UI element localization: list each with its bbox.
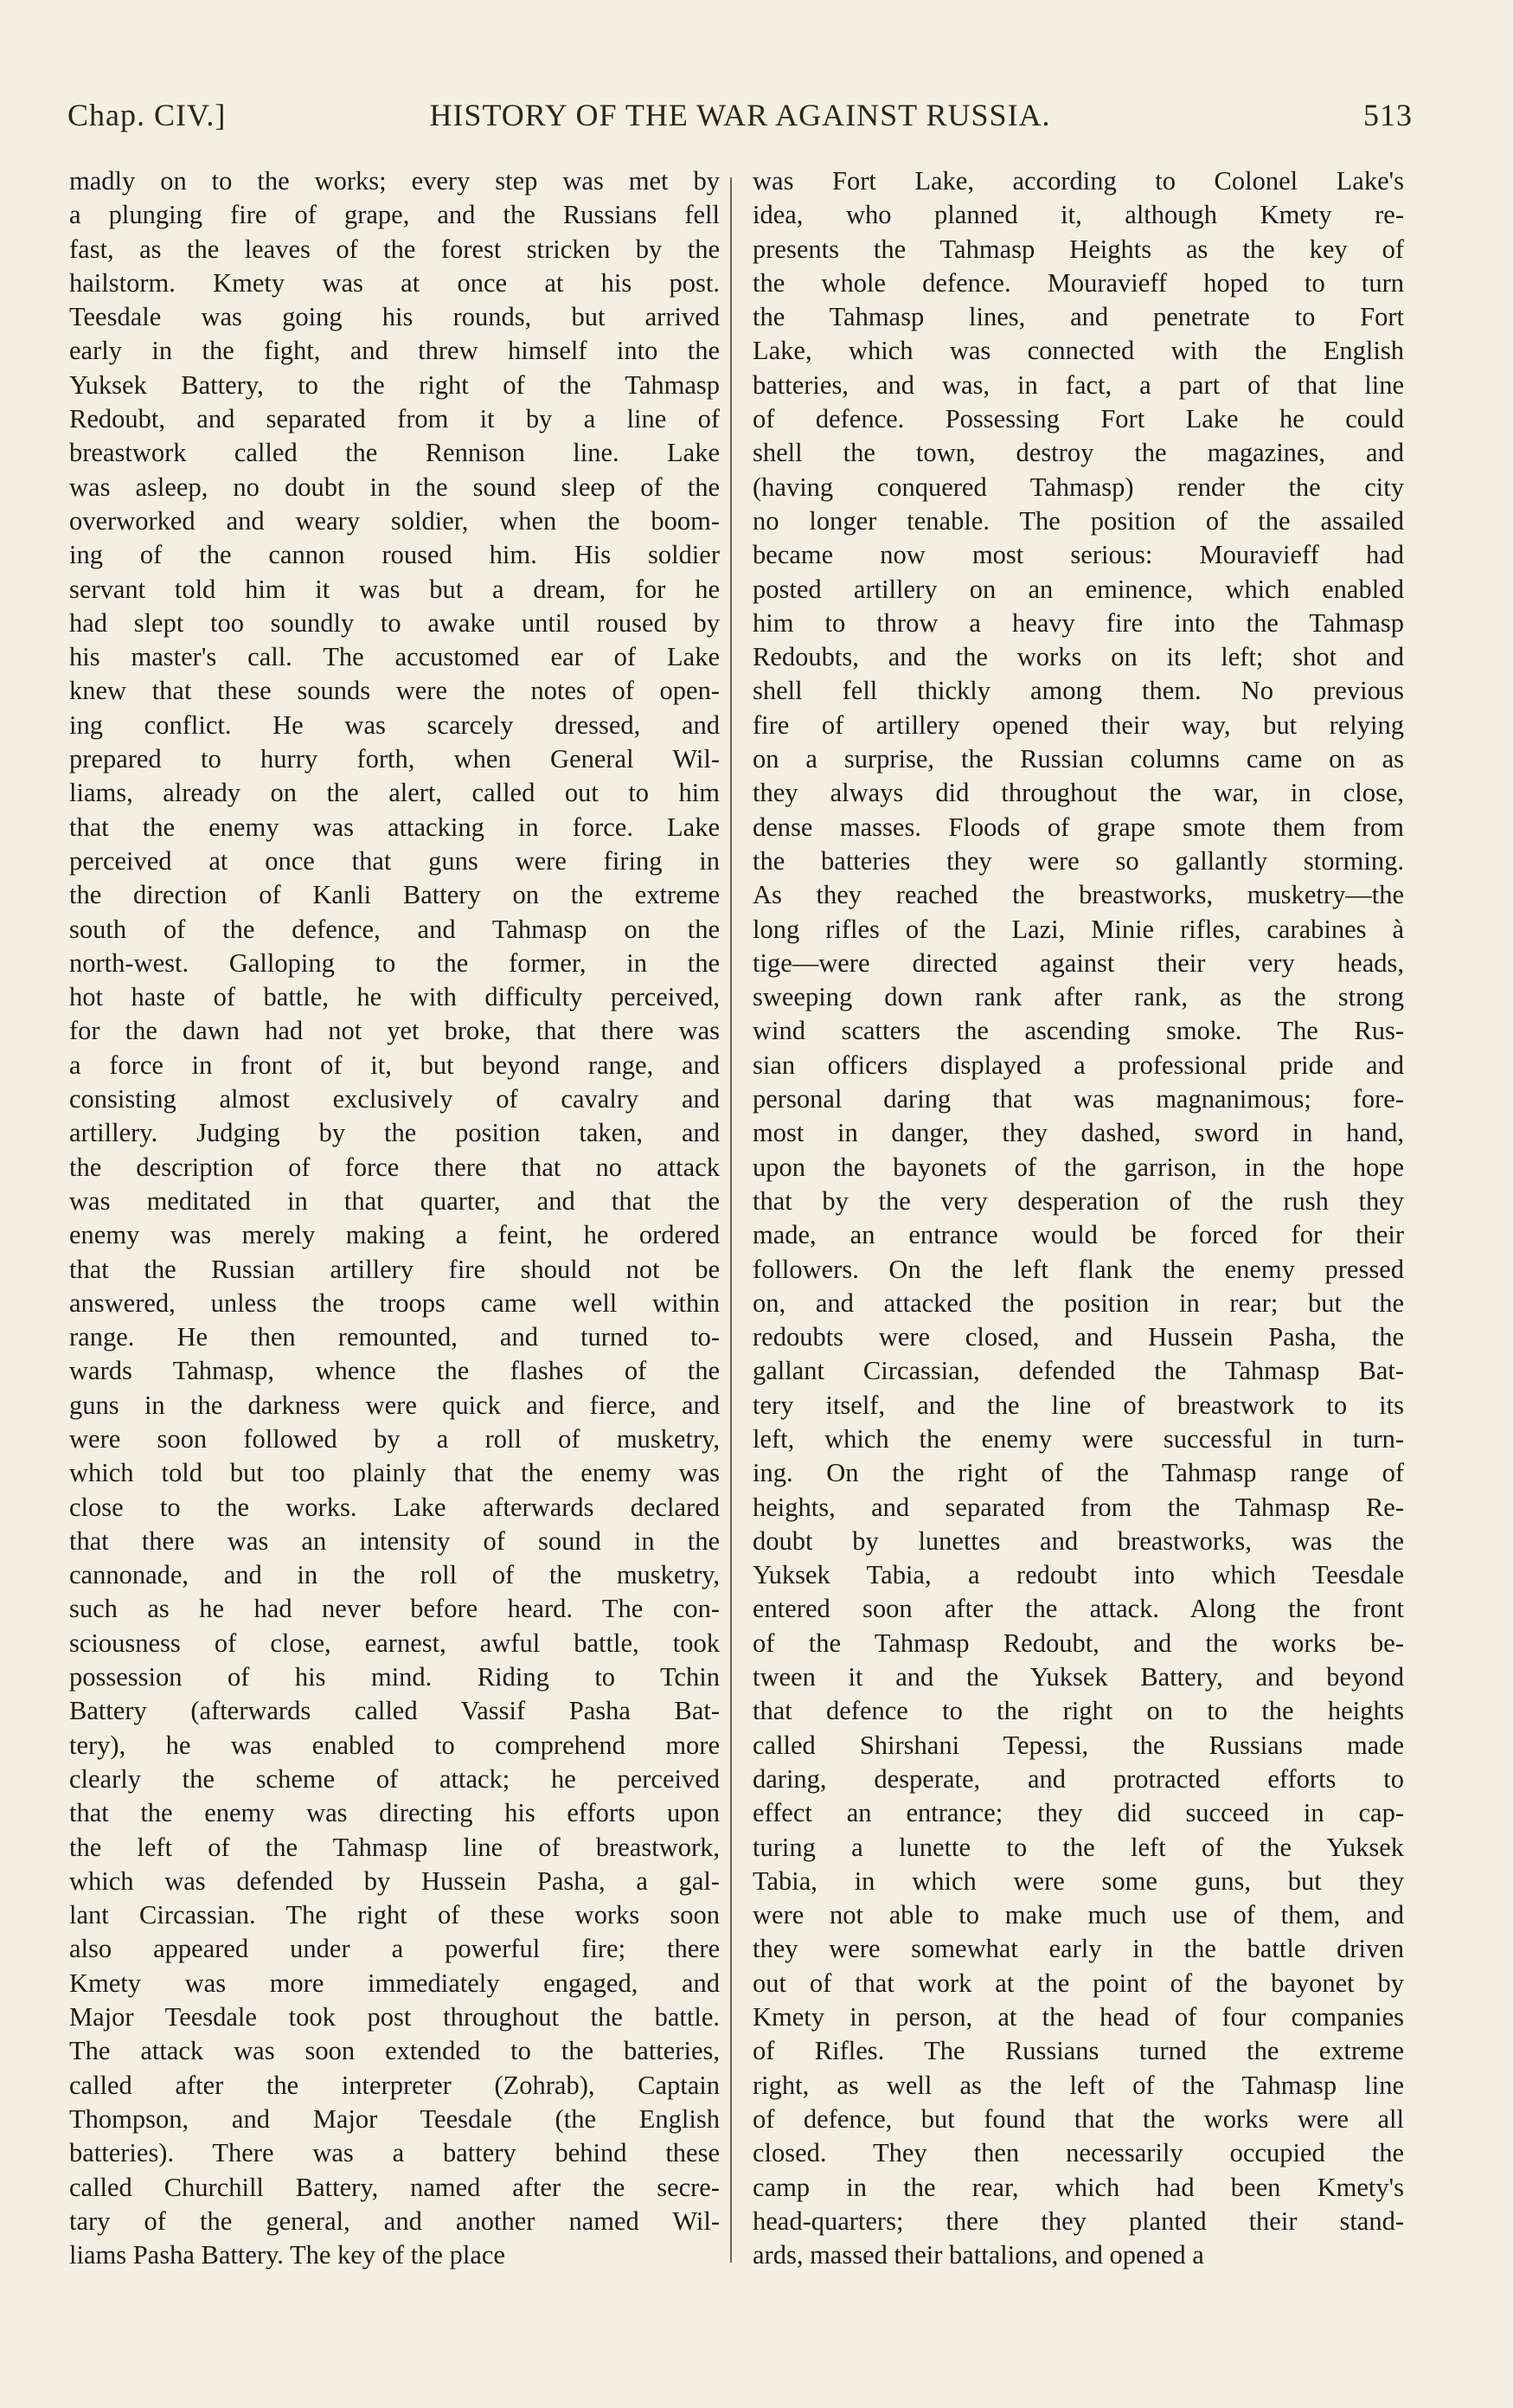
text-line: breastwork called the Rennison line. Lake (69, 438, 720, 468)
text-line: Yuksek Tabia, a redoubt into which Teesdale (753, 1560, 1404, 1590)
text-line: The attack was soon extended to the batteries, (69, 2036, 720, 2066)
text-line: Redoubts, and the works on its left; shot and (753, 642, 1404, 672)
text-line: which told but too plainly that the enemy was (69, 1458, 720, 1488)
text-line: left, which the enemy were successful in turn- (753, 1423, 1404, 1454)
text-line: doubt by lunettes and breastworks, was the (753, 1525, 1404, 1556)
running-title: HISTORY OF THE WAR AGAINST RUSSIA. (429, 98, 1051, 132)
text-line: posted artillery on an eminence, which enabled (753, 574, 1404, 604)
text-line: cannonade, and in the roll of the musketry, (69, 1560, 720, 1590)
text-line: a force in front of it, but beyond range, and (69, 1050, 720, 1080)
text-line: perceived at once that guns were firing in (69, 845, 720, 876)
text-line: servant told him it was but a dream, for he (69, 574, 720, 604)
text-line: ing conflict. He was scarcely dressed, and (69, 710, 720, 740)
text-line: heights, and separated from the Tahmasp Re- (753, 1492, 1404, 1522)
text-line: personal daring that was magnanimous; fore- (753, 1084, 1404, 1114)
text-line: most in danger, they dashed, sword in hand, (753, 1118, 1404, 1148)
text-line: a plunging fire of grape, and the Russians fell (69, 200, 720, 230)
text-line: ing of the cannon roused him. His soldier (69, 540, 720, 570)
text-line: madly on to the works; every step was met by (69, 166, 720, 196)
right-text-column (753, 164, 1404, 2272)
text-line: overworked and weary soldier, when the boom- (69, 505, 720, 536)
text-line: Kmety in person, at the head of four companies (753, 2002, 1404, 2032)
text-line: guns in the darkness were quick and fierce, and (69, 1390, 720, 1420)
text-line: entered soon after the attack. Along the front (753, 1594, 1404, 1624)
text-line: tween it and the Yuksek Battery, and beyond (753, 1662, 1404, 1692)
text-line: no longer tenable. The position of the assailed (753, 505, 1404, 536)
text-line: closed. They then necessarily occupied the (753, 2138, 1404, 2168)
text-line: As they reached the breastworks, musketry—the (753, 880, 1404, 910)
text-line: tary of the general, and another named Wil- (69, 2206, 720, 2236)
text-line: which was defended by Hussein Pasha, a gal- (69, 1865, 720, 1896)
text-line: was meditated in that quarter, and that the (69, 1185, 720, 1216)
text-line: right, as well as the left of the Tahmasp line (753, 2070, 1404, 2100)
text-line: became now most serious: Mouravieff had (753, 540, 1404, 570)
text-line: north-west. Galloping to the former, in the (69, 947, 720, 978)
text-line: camp in the rear, which had been Kmety's (753, 2172, 1404, 2202)
text-line: was asleep, no doubt in the sound sleep of the (69, 472, 720, 502)
text-line: on a surprise, the Russian columns came on as (753, 744, 1404, 774)
text-line: enemy was merely making a feint, he ordered (69, 1220, 720, 1250)
column-divider (730, 177, 732, 2263)
text-line: redoubts were closed, and Hussein Pasha, the (753, 1322, 1404, 1352)
text-line: sciousness of close, earnest, awful battle, took (69, 1628, 720, 1658)
text-line: early in the fight, and threw himself into the (69, 336, 720, 366)
text-line: answered, unless the troops came well within (69, 1287, 720, 1318)
text-line: that by the very desperation of the rush they (753, 1185, 1404, 1216)
text-line: of the Tahmasp Redoubt, and the works be- (753, 1628, 1404, 1658)
text-line: gallant Circassian, defended the Tahmasp Bat- (753, 1356, 1404, 1386)
text-line: called Shirshani Tepessi, the Russians made (753, 1730, 1404, 1760)
text-line: idea, who planned it, although Kmety re- (753, 200, 1404, 230)
text-line: liams, already on the alert, called out to him (69, 778, 720, 808)
text-line: Lake, which was connected with the English (753, 336, 1404, 366)
text-line: long rifles of the Lazi, Minie rifles, carabines à (753, 914, 1404, 944)
text-line: sian officers displayed a professional pride and (753, 1050, 1404, 1080)
text-line: presents the Tahmasp Heights as the key of (753, 234, 1404, 264)
text-line: range. He then remounted, and turned to- (69, 1322, 720, 1352)
text-line: had slept too soundly to awake until roused by (69, 607, 720, 638)
text-line: on, and attacked the position in rear; but the (753, 1287, 1404, 1318)
text-line: effect an entrance; they did succeed in cap- (753, 1798, 1404, 1828)
text-line: consisting almost exclusively of cavalry and (69, 1084, 720, 1114)
text-line: out of that work at the point of the bayonet by (753, 1968, 1404, 1998)
text-line: called after the interpreter (Zohrab), Captain (69, 2070, 720, 2100)
text-line: batteries). There was a battery behind these (69, 2138, 720, 2168)
text-line: fire of artillery opened their way, but relying (753, 710, 1404, 740)
text-line: ing. On the right of the Tahmasp range of (753, 1458, 1404, 1488)
text-line: batteries, and was, in fact, a part of that line (753, 369, 1404, 400)
text-line: that defence to the right on to the heights (753, 1696, 1404, 1726)
text-line: head-quarters; there they planted their stand- (753, 2206, 1404, 2236)
left-text-column (69, 164, 720, 2272)
text-line: prepared to hurry forth, when General Wil- (69, 744, 720, 774)
text-line: wards Tahmasp, whence the flashes of the (69, 1356, 720, 1386)
text-line: made, an entrance would be forced for their (753, 1220, 1404, 1250)
text-line: the description of force there that no attack (69, 1152, 720, 1182)
text-line: upon the bayonets of the garrison, in the hope (753, 1152, 1404, 1182)
text-line: that the enemy was attacking in force. Lake (69, 812, 720, 842)
text-line: the batteries they were so gallantly storming. (753, 845, 1404, 876)
text-line: Teesdale was going his rounds, but arrived (69, 302, 720, 332)
text-line: dense masses. Floods of grape smote them from (753, 812, 1404, 842)
text-line: clearly the scheme of attack; he perceived (69, 1763, 720, 1794)
text-line: south of the defence, and Tahmasp on the (69, 914, 720, 944)
text-line: the left of the Tahmasp line of breastwork, (69, 1832, 720, 1862)
text-line: the direction of Kanli Battery on the extreme (69, 880, 720, 910)
text-line: were soon followed by a roll of musketry, (69, 1423, 720, 1454)
text-line: liams Pasha Battery. The key of the place (69, 2240, 505, 2270)
text-line: tery itself, and the line of breastwork to its (753, 1390, 1404, 1420)
text-line: fast, as the leaves of the forest stricken by the (69, 234, 720, 264)
text-line: the Tahmasp lines, and penetrate to Fort (753, 302, 1404, 332)
text-line: shell the town, destroy the magazines, and (753, 438, 1404, 468)
text-line: that there was an intensity of sound in the (69, 1525, 720, 1556)
text-line: turing a lunette to the left of the Yuksek (753, 1832, 1404, 1862)
text-line: Battery (afterwards called Vassif Pasha Bat- (69, 1696, 720, 1726)
text-line: followers. On the left flank the enemy pressed (753, 1254, 1404, 1284)
text-line: they were somewhat early in the battle driven (753, 1934, 1404, 1964)
text-line: Kmety was more immediately engaged, and (69, 1968, 720, 1998)
text-line: hot haste of battle, he with difficulty perceived, (69, 982, 720, 1012)
text-line: daring, desperate, and protracted efforts to (753, 1763, 1404, 1794)
text-line: his master's call. The accustomed ear of Lake (69, 642, 720, 672)
text-line: hailstorm. Kmety was at once at his post. (69, 267, 720, 298)
text-line: possession of his mind. Riding to Tchin (69, 1662, 720, 1692)
text-line: was Fort Lake, according to Colonel Lake's (753, 166, 1404, 196)
running-header (67, 97, 1413, 142)
text-line: (having conquered Tahmasp) render the city (753, 472, 1404, 502)
text-line: they always did throughout the war, in close, (753, 778, 1404, 808)
text-line: Redoubt, and separated from it by a line of (69, 404, 720, 434)
text-line: artillery. Judging by the position taken, and (69, 1118, 720, 1148)
text-line: shell fell thickly among them. No previous (753, 676, 1404, 706)
text-line: the whole defence. Mouravieff hoped to turn (753, 267, 1404, 298)
text-line: of defence. Possessing Fort Lake he could (753, 404, 1404, 434)
text-line: ards, massed their battalions, and opened a (753, 2240, 1204, 2270)
text-line: Tabia, in which were some guns, but they (753, 1865, 1404, 1896)
chapter-label: Chap. CIV.] (67, 98, 227, 132)
text-line: also appeared under a powerful fire; there (69, 1934, 720, 1964)
text-line: him to throw a heavy fire into the Tahmasp (753, 607, 1404, 638)
text-line: tige—were directed against their very heads, (753, 947, 1404, 978)
text-line: such as he had never before heard. The con- (69, 1594, 720, 1624)
text-line: sweeping down rank after rank, as the strong (753, 982, 1404, 1012)
text-line: were not able to make much use of them, and (753, 1900, 1404, 1930)
page-number: 513 (1363, 98, 1413, 132)
text-line: Major Teesdale took post throughout the battle. (69, 2002, 720, 2032)
text-line: tery), he was enabled to comprehend more (69, 1730, 720, 1760)
text-line: called Churchill Battery, named after the secre- (69, 2172, 720, 2202)
text-line: of Rifles. The Russians turned the extreme (753, 2036, 1404, 2066)
text-line: Thompson, and Major Teesdale (the English (69, 2103, 720, 2134)
text-line: of defence, but found that the works were all (753, 2103, 1404, 2134)
text-line: close to the works. Lake afterwards declared (69, 1492, 720, 1522)
text-line: for the dawn had not yet broke, that there was (69, 1016, 720, 1046)
text-line: wind scatters the ascending smoke. The Rus- (753, 1016, 1404, 1046)
text-line: that the enemy was directing his efforts upon (69, 1798, 720, 1828)
text-line: that the Russian artillery fire should not be (69, 1254, 720, 1284)
text-line: lant Circassian. The right of these works soon (69, 1900, 720, 1930)
text-line: knew that these sounds were the notes of open- (69, 676, 720, 706)
text-line: Yuksek Battery, to the right of the Tahmasp (69, 369, 720, 400)
